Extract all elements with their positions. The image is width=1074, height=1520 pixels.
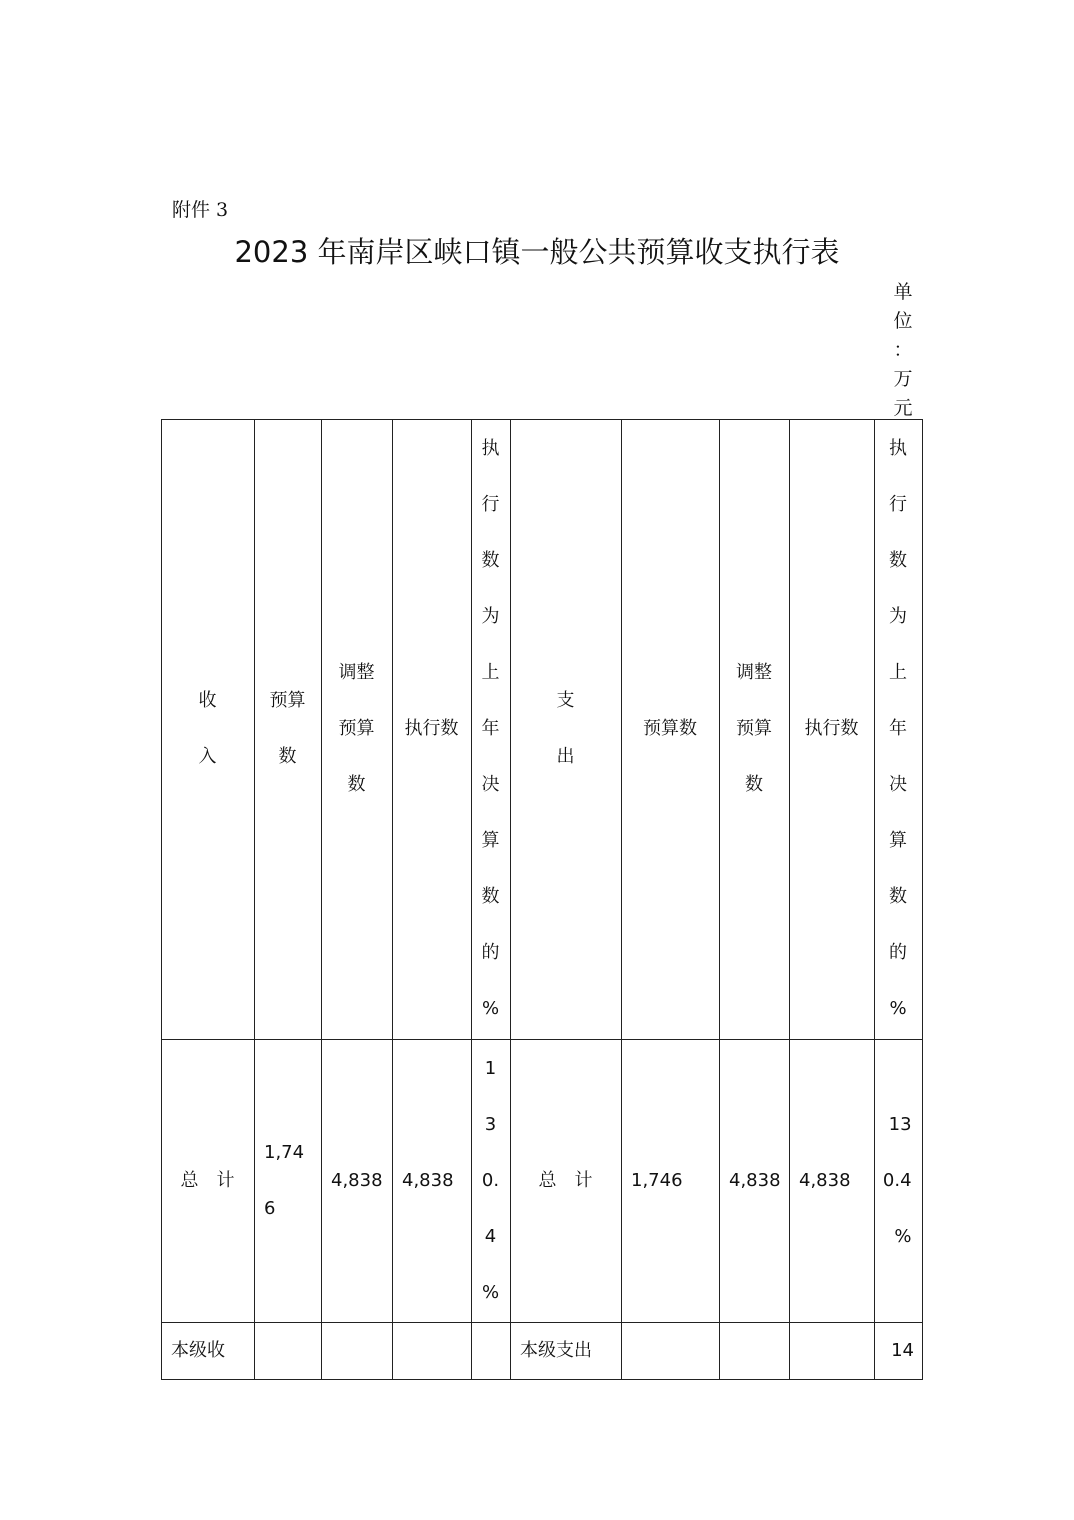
header-char: %: [889, 998, 907, 1019]
header-text: 执行数: [404, 718, 459, 739]
total-exp-executed: [789, 1039, 874, 1322]
header-char: 的: [889, 942, 907, 963]
header-char: 数: [889, 886, 907, 907]
header-char: 决: [889, 774, 907, 795]
cell-text: 0.: [481, 1169, 500, 1191]
header-char: 数: [889, 550, 907, 571]
header-char: 为: [889, 606, 907, 627]
header-char: 为: [481, 606, 500, 627]
header-text: 执行数: [804, 718, 859, 739]
header-adjusted-budget: [321, 419, 392, 1039]
unit-label: [883, 278, 923, 423]
header-text: 支: [556, 690, 575, 711]
cell-text: 1,746: [631, 1169, 683, 1191]
cell-text: 4,838: [331, 1169, 383, 1191]
cell-text: 0.4: [882, 1169, 912, 1191]
header-char: 执: [889, 438, 907, 459]
header-executed: [392, 419, 471, 1039]
header-text: 预算: [736, 718, 772, 739]
header-char: 上: [889, 662, 907, 683]
attachment-label: 附件 3: [172, 199, 229, 221]
cell-text: 本级支出: [520, 1339, 592, 1361]
header-expenditure: [510, 419, 621, 1039]
page-title: 2023 年南岸区峡口镇一般公共预算收支执行表: [234, 235, 840, 269]
level-exp-pct: [874, 1322, 922, 1379]
unit-char: ：: [893, 339, 913, 361]
cell-text: 13: [888, 1113, 912, 1135]
header-text: 收: [198, 690, 217, 711]
table-border: [922, 419, 923, 1380]
header-text: 预算: [338, 718, 375, 739]
header-text: 调整: [736, 662, 772, 683]
cell-text: 总 计: [180, 1169, 235, 1191]
header-text: 入: [198, 746, 217, 767]
cell-text: %: [876, 1225, 912, 1247]
header-text: 预算: [269, 690, 306, 711]
total-exp-adjusted-budget: [719, 1039, 789, 1322]
header-exp-executed: [789, 419, 874, 1039]
total-exp-label: [510, 1039, 621, 1322]
header-char: %: [481, 998, 500, 1019]
unit-char: 位: [893, 310, 913, 332]
total-adjusted-budget: [321, 1039, 392, 1322]
header-text: 数: [347, 774, 366, 795]
total-executed: [392, 1039, 471, 1322]
total-budget: [254, 1039, 321, 1322]
level-income-label: [161, 1322, 254, 1379]
unit-char: 万: [893, 368, 913, 390]
cell-text: 6: [264, 1197, 276, 1219]
header-char: 算: [889, 830, 907, 851]
cell-text: 1: [484, 1057, 497, 1079]
header-char: 执: [481, 438, 500, 459]
cell-text: 4,838: [729, 1169, 781, 1191]
header-text: 数: [278, 746, 297, 767]
unit-char: 单: [893, 281, 913, 303]
header-char: 数: [481, 886, 500, 907]
header-char: 的: [481, 942, 500, 963]
header-exec-pct-income: [471, 419, 510, 1039]
total-exp-budget: [621, 1039, 719, 1322]
cell-text: 4,838: [799, 1169, 851, 1191]
header-char: 年: [481, 718, 500, 739]
header-char: 行: [481, 494, 500, 515]
header-char: 数: [481, 550, 500, 571]
cell-text: 4: [484, 1225, 497, 1247]
header-exp-budget: [621, 419, 719, 1039]
header-char: 行: [889, 494, 907, 515]
total-income-label: [161, 1039, 254, 1322]
header-exp-adjusted-budget: [719, 419, 789, 1039]
header-char: 算: [481, 830, 500, 851]
header-text: 出: [556, 746, 575, 767]
total-pct-exp: [874, 1039, 922, 1322]
header-budget: [254, 419, 321, 1039]
cell-text: 3: [484, 1113, 497, 1135]
header-exec-pct-exp: [874, 419, 922, 1039]
header-char: 上: [481, 662, 500, 683]
cell-text: 14: [891, 1339, 914, 1361]
unit-char: 元: [893, 397, 913, 419]
header-income: [161, 419, 254, 1039]
cell-text: 1,74: [264, 1141, 305, 1163]
cell-text: %: [481, 1281, 500, 1303]
header-text: 调整: [338, 662, 375, 683]
cell-text: 本级收: [171, 1339, 225, 1361]
cell-text: 4,838: [402, 1169, 454, 1191]
cell-text: 总 计: [538, 1169, 593, 1191]
level-exp-label: [510, 1322, 621, 1379]
header-char: 决: [481, 774, 500, 795]
header-text: 预算数: [643, 718, 697, 739]
header-text: 数: [745, 774, 763, 795]
header-char: 年: [889, 718, 907, 739]
table-border: [161, 1379, 923, 1380]
total-pct-income: [471, 1039, 510, 1322]
